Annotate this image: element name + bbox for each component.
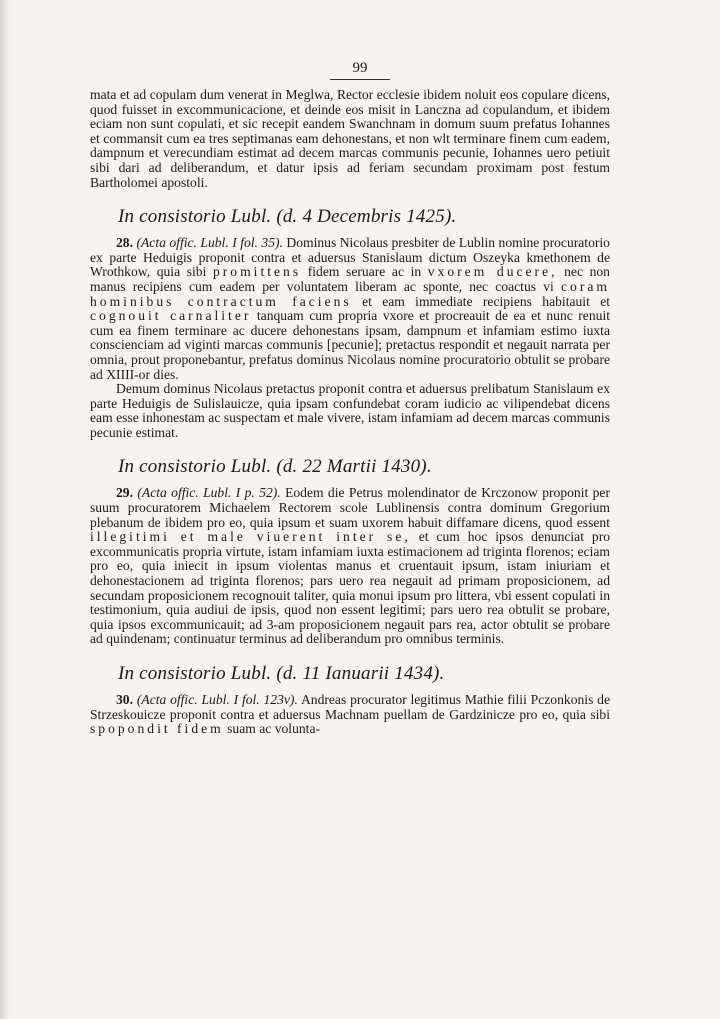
page-edge-shadow: [0, 0, 10, 1019]
entry-28-paragraph-2: Demum dominus Nicolaus pretactus proponit contra et aduersus prelibatum Stanislaum ex parte Heduigis de Sulislauicze, quia ipsam confundebat coram iudicio ac vilipendebat dicens eam esse inhonestam ac suspectam et male vivere, istam infamiam ad decem marcas communis pecunie estimat.: [90, 381, 610, 440]
spaced-text: vxorem ducere,: [427, 264, 558, 280]
entry-reference: (Acta offic. Lubl. I p. 52).: [137, 485, 281, 501]
spaced-text: promittens: [212, 264, 302, 280]
entry-text: et cum hoc ipsos denunciat pro excommunicatis propria virtute, istam infamiam iuxta estimacionem ad triginta florenos; eciam pro eo, quia iniecit in ipsum violentas manus et cruentauit ipsum, istam iniuriam et dehonestacionem ad triginta florenos; pars uero rea negauit ad primam proposicionem, ad secundam proposicionem recognouit taliter, quia monui ipsum pro littera, vbi essent copulati in testimonium, quia audiui de ipsis, quod non essent legitimi; pars uero rea obtulit se probare, quia ipsos excommunicauit; ad 3-am proposicionem negauit pars rea, actor obtulit se probare ad quindenam; continuatur terminus ad deliberandum pro omnibus terminis.: [90, 529, 611, 647]
entry-number: 28.: [116, 235, 133, 251]
entry-text: et eam immediate recipiens habitauit et: [362, 293, 610, 309]
entry-text: tanquam cum propria vxore et procreauit de ea et nunc renuit cum ea finem terminare ac ducere dehonestans ipsam, dampnum et infamiam estimo iuxta conscienciam ad viginti marcas communis [pecunie]; pretactus respondit et negauit narrata per omnia, prout proponebantur, prefatus dominus Nicolaus nomine procuratorio obtulit se probare ad XIIII-or dies.: [90, 308, 610, 382]
page-body: [90, 88, 610, 737]
section-heading-1430: In consistorio Lubl. (d. 22 Martii 1430).: [118, 456, 432, 478]
entry-30: [90, 693, 610, 737]
entry-text: fidem seruare ac in: [307, 264, 422, 280]
entry-reference: (Acta offic. Lubl. I fol. 123v).: [136, 692, 298, 707]
spaced-text: coram hominibus contractum faciens: [90, 278, 610, 309]
page-number: 99: [330, 60, 390, 80]
entry-text: suam ac volunta-: [227, 721, 321, 737]
entry-28: [90, 236, 610, 382]
spaced-text: illegitimi et male viuerent inter se,: [90, 529, 411, 545]
entry-number: 30.: [116, 692, 133, 707]
entry-29: [90, 486, 610, 647]
spaced-text: cognouit carnaliter: [90, 308, 252, 324]
spaced-text: spopondit fidem: [90, 721, 224, 737]
entry-text: Eodem die Petrus molendinator de Krczonow proponit per suum procuratorem Michaelem Rectorem scole Lublinensis contra dominum Gregorium plebanum de ibidem pro eo, quia ipsum et suam uxorem habuit diffamare dicens, quod essent: [90, 485, 610, 530]
entry-number: 29.: [116, 485, 133, 501]
entry-text: Andreas procurator legitimus Mathie filii Pczonkonis de Strzeskouicze proponit contra et aduersus Machnam puellam de Gardzinicze pro eo, quia sibi: [90, 692, 611, 722]
entry-reference: (Acta offic. Lubl. I fol. 35).: [136, 235, 283, 251]
paragraph-continuation: mata et ad copulam dum venerat in Meglwa, Rector ecclesie ibidem noluit eos copulare dicens, quod fuisset in excommunicacione, et deinde eos misit in Lanczna ad copulandum, et ibidem eciam non sunt copulati, et sic recepit eandem Swanchnam in domum suum prefatus Iohannes et commansit cum ea tres septimanas eam dehonestans, et non wlt terminare finem cum eadem, dampnum et verecundiam estimat ad decem marcas communis pecunie, Iohannes uero petiuit sibi dari ad deliberandum, et datur ipsis ad feriam secundam proximam post festum Bartholomei apostoli.: [90, 87, 610, 190]
section-heading-1434: In consistorio Lubl. (d. 11 Ianuarii 1434).: [118, 663, 445, 684]
section-heading-1425: In consistorio Lubl. (d. 4 Decembris 1425).: [118, 206, 457, 228]
entry-text: Dominus Nicolaus presbiter de Lublin nomine procuratorio ex parte Heduigis proponit contra et aduersus Stanislaum dictum Oszeyka kmethonem de Wrothkow, quia sibi: [90, 235, 610, 280]
entry-text: nec non manus recipiens cum eadem per voluntatem liberam ac sponte, nec coactus vi: [90, 264, 610, 294]
